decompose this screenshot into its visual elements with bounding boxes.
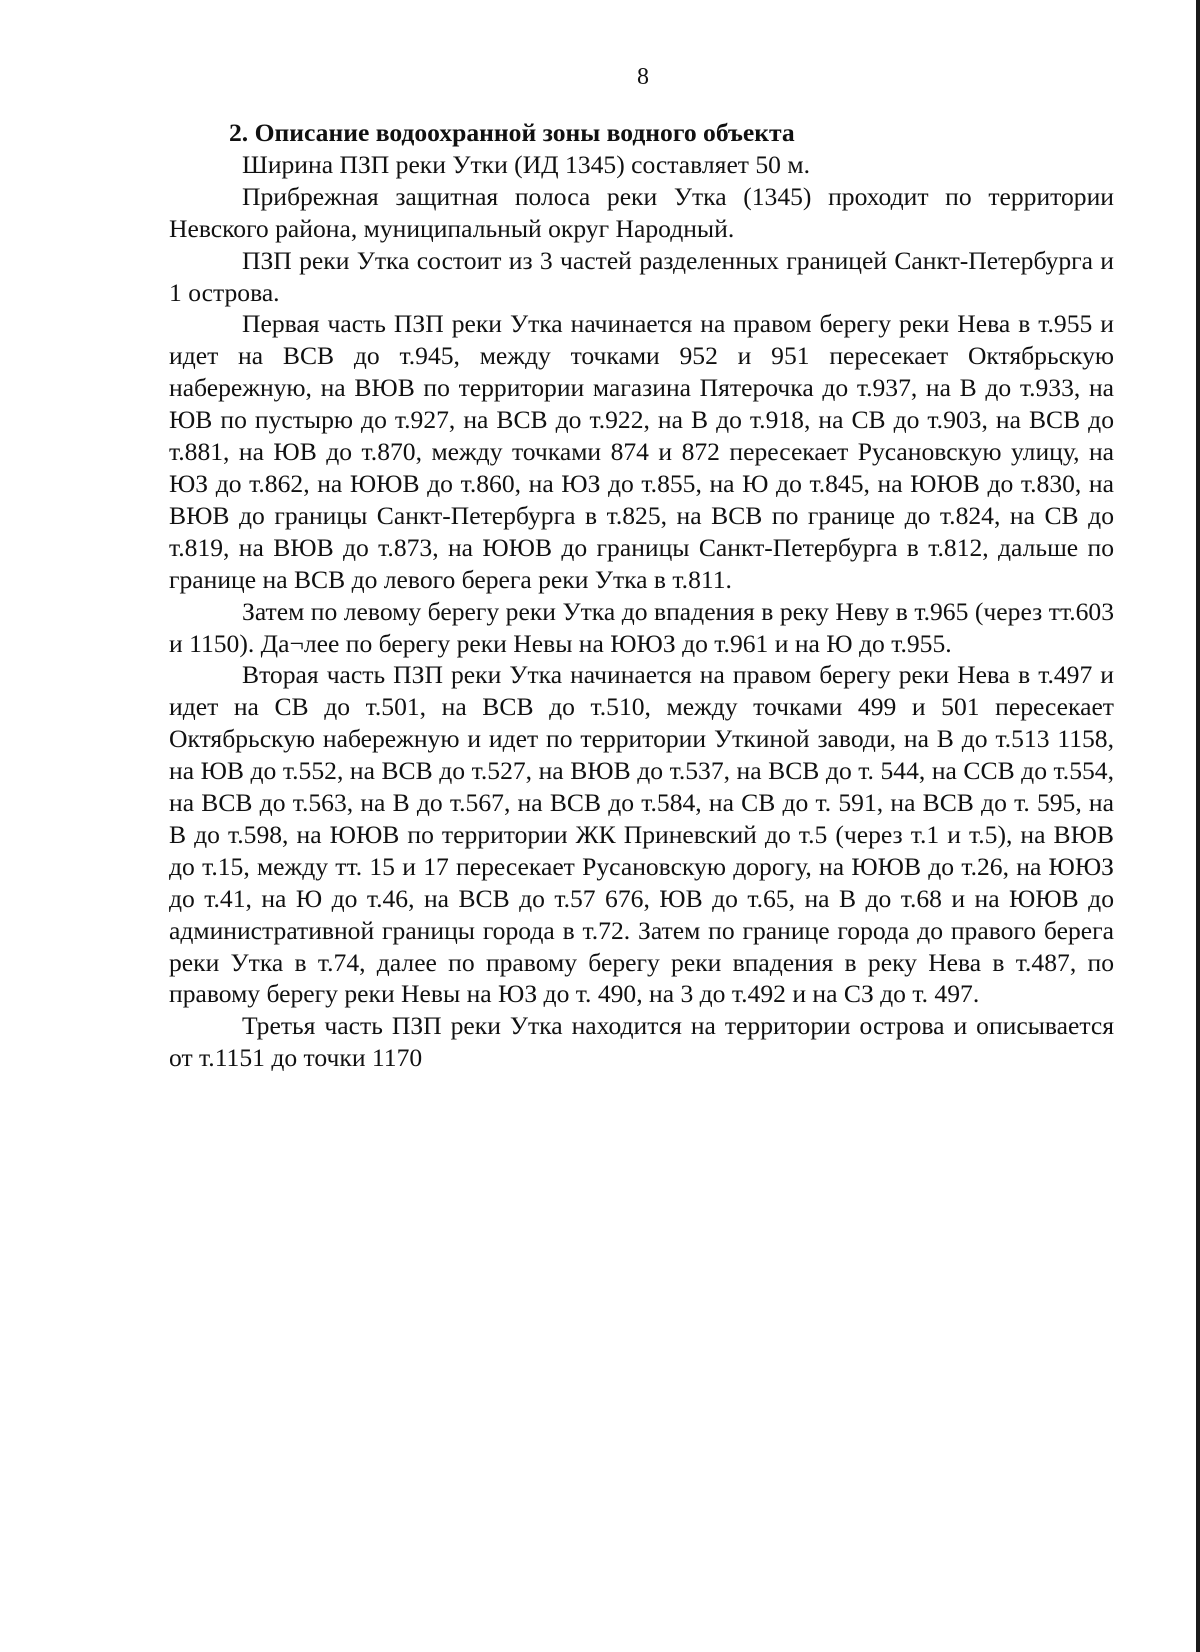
paragraph-third-part: Третья часть ПЗП реки Утка находится на территории острова и описывается от т.1151 до точки 1170 bbox=[169, 1011, 1114, 1073]
paragraph-parts: ПЗП реки Утка состоит из 3 частей разделенных границей Санкт-Петербурга и 1 острова. bbox=[169, 245, 1114, 307]
section-heading: 2. Описание водоохранной зоны водного объекта bbox=[229, 118, 795, 147]
paragraph-width: Ширина ПЗП реки Утки (ИД 1345) составляет 50 м. bbox=[242, 149, 810, 179]
document-body bbox=[169, 117, 1114, 1074]
scan-edge-line bbox=[1196, 0, 1200, 1652]
paragraph-second-part: Вторая часть ПЗП реки Утка начинается на правом берегу реки Нева в т.497 и идет на СВ до т.501, на ВСВ до т.510, между точками 499 и 501 пересекает Октябрьскую набережную и идет по территории Уткиной заводи, на В до т.513 1158, на ЮВ до т.552, на ВСВ до т.527, на ВЮВ до т.537, на ВСВ до т. 544, на ССВ до т.554, на ВСВ до т.563, на В до т.567, на ВСВ до т.584, на СВ до т. 591, на ВСВ до т. 595, на В до т.598, на ЮЮВ по территории ЖК Приневский до т.5 (через т.1 и т.5), на ВЮВ до т.15, между тт. 15 и 17 пересекает Русановскую дорогу, на ЮЮВ до т.26, на ЮЮЗ до т.41, на Ю до т.46, на ВСВ до т.57 676, ЮВ до т.65, на В до т.68 и на ЮЮВ до административной границы города в т.72. Затем по границе города до правого берега реки Утка в т.74, далее по правому берегу реки впадения в реку Нева в т.487, по правому берегу реки Невы на ЮЗ до т. 490, на 3 до т.492 и на СЗ до т. 497. bbox=[169, 660, 1114, 1009]
paragraph-left-bank: Затем по левому берегу реки Утка до впадения в реку Неву в т.965 (через тт.603 и 1150). Да¬лее по берегу реки Невы на ЮЮЗ до т.961 и на Ю до т.955. bbox=[169, 596, 1114, 658]
page-number: 8 bbox=[637, 64, 649, 90]
paragraph-coastal-strip: Прибрежная защитная полоса реки Утка (1345) проходит по территории Невского района, муниципальный округ Народный. bbox=[169, 181, 1114, 243]
paragraph-first-part: Первая часть ПЗП реки Утка начинается на правом берегу реки Нева в т.955 и идет на ВСВ до т.945, между точками 952 и 951 пересекает Октябрьскую набережную, на ВЮВ по территории магазина Пятерочка до т.937, на В до т.933, на ЮВ по пустырю до т.927, на ВСВ до т.922, на В до т.918, на СВ до т.903, на ВСВ до т.881, на ЮВ до т.870, между точками 874 и 872 пересекает Русановскую улицу, на ЮЗ до т.862, на ЮЮВ до т.860, на ЮЗ до т.855, на Ю до т.845, на ЮЮВ до т.830, на ВЮВ до границы Санкт-Петербурга в т.825, на ВСВ по границе до т.824, на СВ до т.819, на ВЮВ до т.873, на ЮЮВ до границы Санкт-Петербурга в т.812, дальше по границе на ВСВ до левого берега реки Утка в т.811. bbox=[169, 309, 1114, 594]
